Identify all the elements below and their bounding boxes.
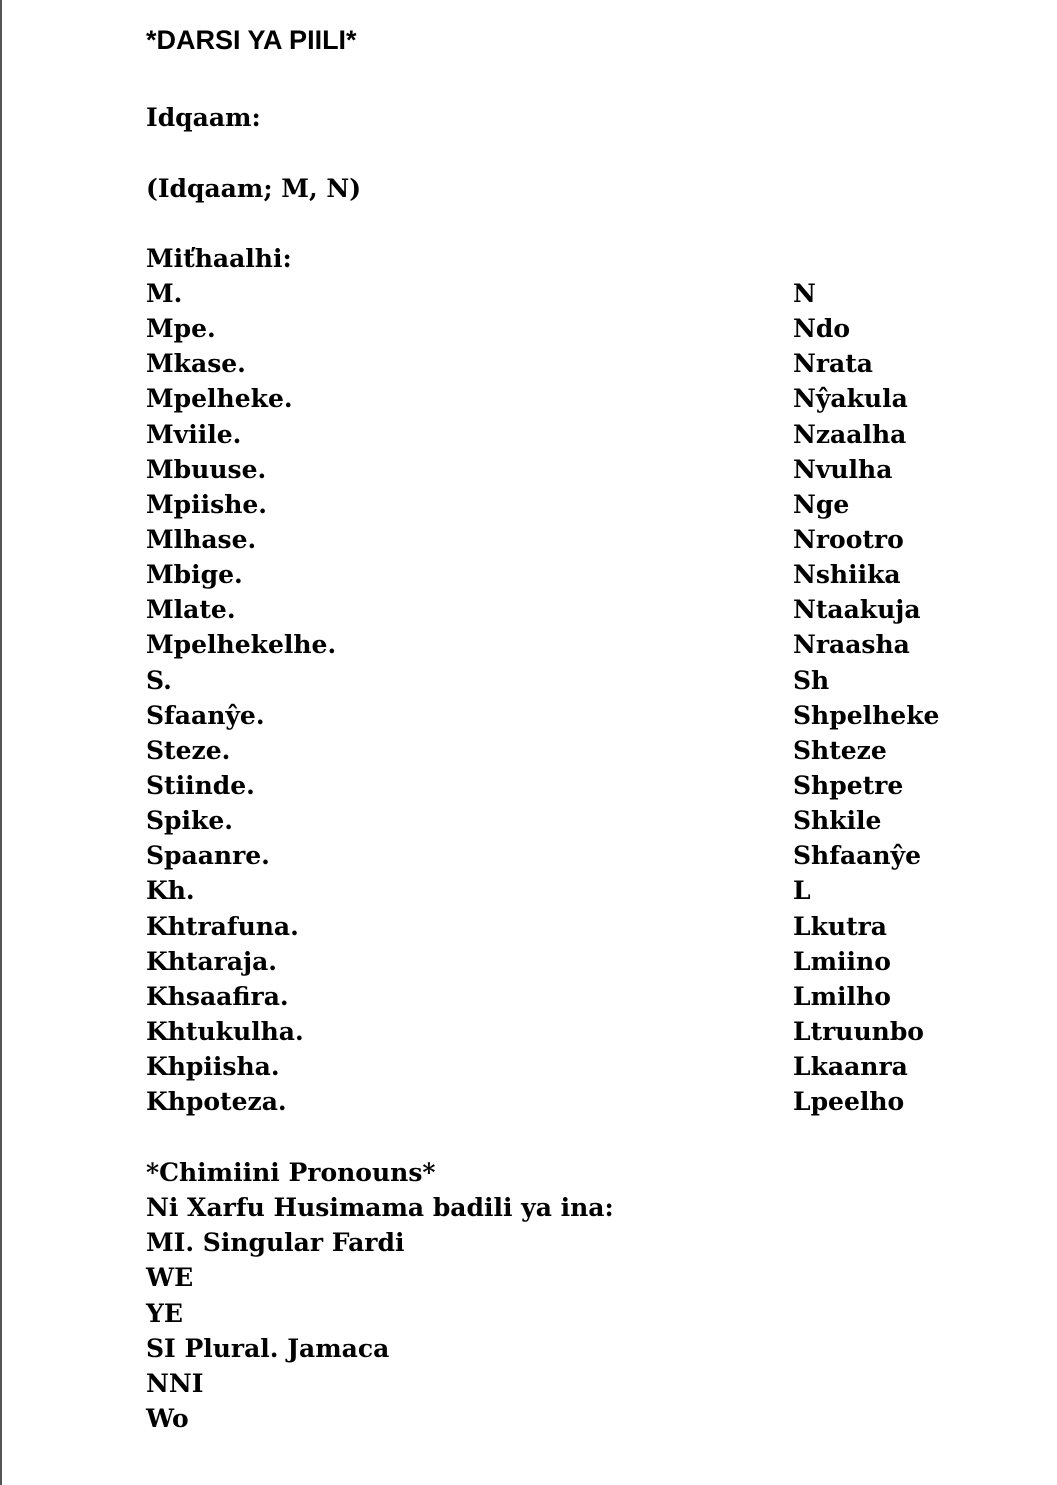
example-word-right: Nge (793, 489, 850, 519)
example-word-left: Mbige. (146, 560, 243, 590)
pronoun-line: SI Plural. Jamaca (146, 1333, 390, 1363)
example-word-right: L (793, 876, 811, 906)
example-word-right: N (793, 279, 816, 308)
example-word-right: Lmiino (793, 946, 891, 976)
example-word-right: Lpeelho (793, 1087, 905, 1117)
lesson-title: *DARSI YA PIILI* (146, 25, 357, 55)
example-word-right: Nraasha (793, 630, 910, 660)
pronouns-section (146, 1155, 614, 1436)
example-word-left: Mlhase. (146, 524, 257, 554)
example-word-left: Mlate. (146, 595, 236, 625)
examples-label: Miťhaalhi: (146, 244, 292, 273)
example-word-right: Shkile (793, 806, 882, 836)
example-word-right: Lkutra (793, 911, 887, 941)
example-word-left: Khsaafira. (146, 981, 289, 1011)
example-word-left: Sfaanŷe. (146, 700, 265, 730)
example-word-left: Khtrafuna. (146, 911, 299, 941)
pronoun-line: WE (146, 1263, 194, 1293)
example-word-right: Nrata (793, 349, 873, 379)
example-word-right: Lmilho (793, 981, 891, 1011)
example-word-right: Sh (793, 665, 830, 695)
example-word-right: Nvulha (793, 454, 893, 484)
example-word-right: Shteze (793, 735, 887, 765)
example-word-right: Nshiika (793, 560, 901, 590)
example-word-right: Shpelheke (793, 700, 940, 730)
example-word-left: Steze. (146, 735, 231, 765)
pronoun-line: MI. Singular Fardi (146, 1228, 405, 1258)
example-word-left: S. (146, 665, 172, 695)
example-word-right: Nzaalha (793, 419, 907, 449)
example-word-right: Nrootro (793, 524, 904, 554)
example-word-right: Shpetre (793, 770, 904, 800)
example-word-left: Khpoteza. (146, 1087, 287, 1117)
section-subheading: (Idqaam; M, N) (146, 174, 362, 203)
example-word-left: Khtaraja. (146, 946, 277, 976)
example-word-left: Mviile. (146, 419, 242, 449)
page-left-border (0, 0, 2, 1485)
example-word-left: Mbuuse. (146, 454, 267, 484)
pronoun-line: YE (146, 1298, 183, 1328)
example-word-left: M. (146, 279, 183, 308)
example-word-right: Nŷakula (793, 384, 908, 414)
examples-right-column (793, 276, 939, 1119)
example-word-left: Mpelhekelhe. (146, 630, 337, 660)
pronoun-line: NNI (146, 1368, 204, 1398)
pronoun-line: *Chimiini Pronouns* (146, 1158, 436, 1187)
example-word-left: Spike. (146, 806, 233, 836)
example-word-left: Mpelheke. (146, 384, 293, 414)
pronoun-line: Wo (146, 1403, 189, 1433)
section-heading: Idqaam: (146, 103, 261, 132)
example-word-left: Mpe. (146, 314, 216, 344)
example-word-right: Shfaanŷe (793, 841, 921, 871)
examples-left-column (146, 276, 336, 1119)
example-word-left: Spaanre. (146, 841, 270, 871)
example-word-left: Khtukulha. (146, 1016, 304, 1046)
pronoun-line: Ni Xarfu Husimama badili ya ina: (146, 1193, 614, 1223)
example-word-left: Khpiisha. (146, 1052, 280, 1082)
example-word-right: Lkaanra (793, 1052, 908, 1082)
example-word-left: Mpiishe. (146, 489, 268, 519)
example-word-left: Mkase. (146, 349, 246, 379)
example-word-right: Ltruunbo (793, 1016, 924, 1046)
example-word-right: Ntaakuja (793, 595, 921, 625)
example-word-right: Ndo (793, 314, 851, 344)
example-word-left: Stiinde. (146, 770, 255, 800)
example-word-left: Kh. (146, 876, 195, 906)
